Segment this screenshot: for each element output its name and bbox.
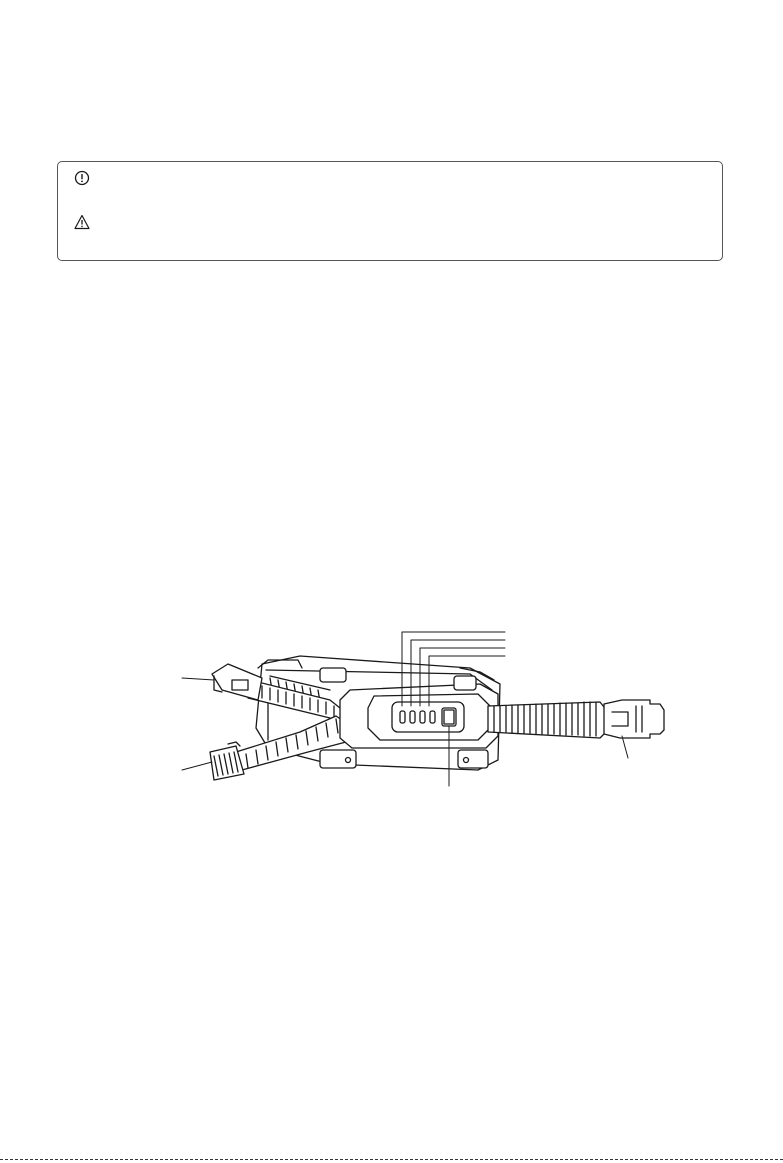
exclamation-circle-icon [74,170,90,186]
right-cable-connector [604,700,664,738]
right-braided-cable [488,702,608,738]
callout-7-line [182,678,214,680]
callout-6-line [622,736,628,758]
device-illustration [0,600,783,800]
warning-notice [74,214,100,230]
upper-cable-connector [212,664,262,700]
callout-8-line [182,762,212,770]
notice-box [57,161,723,261]
caution-notice [74,170,100,186]
warning-triangle-icon [74,214,90,230]
lower-cable-connector [210,742,244,780]
page-bottom-rule [0,1159,783,1162]
module-front-panel [340,684,498,748]
